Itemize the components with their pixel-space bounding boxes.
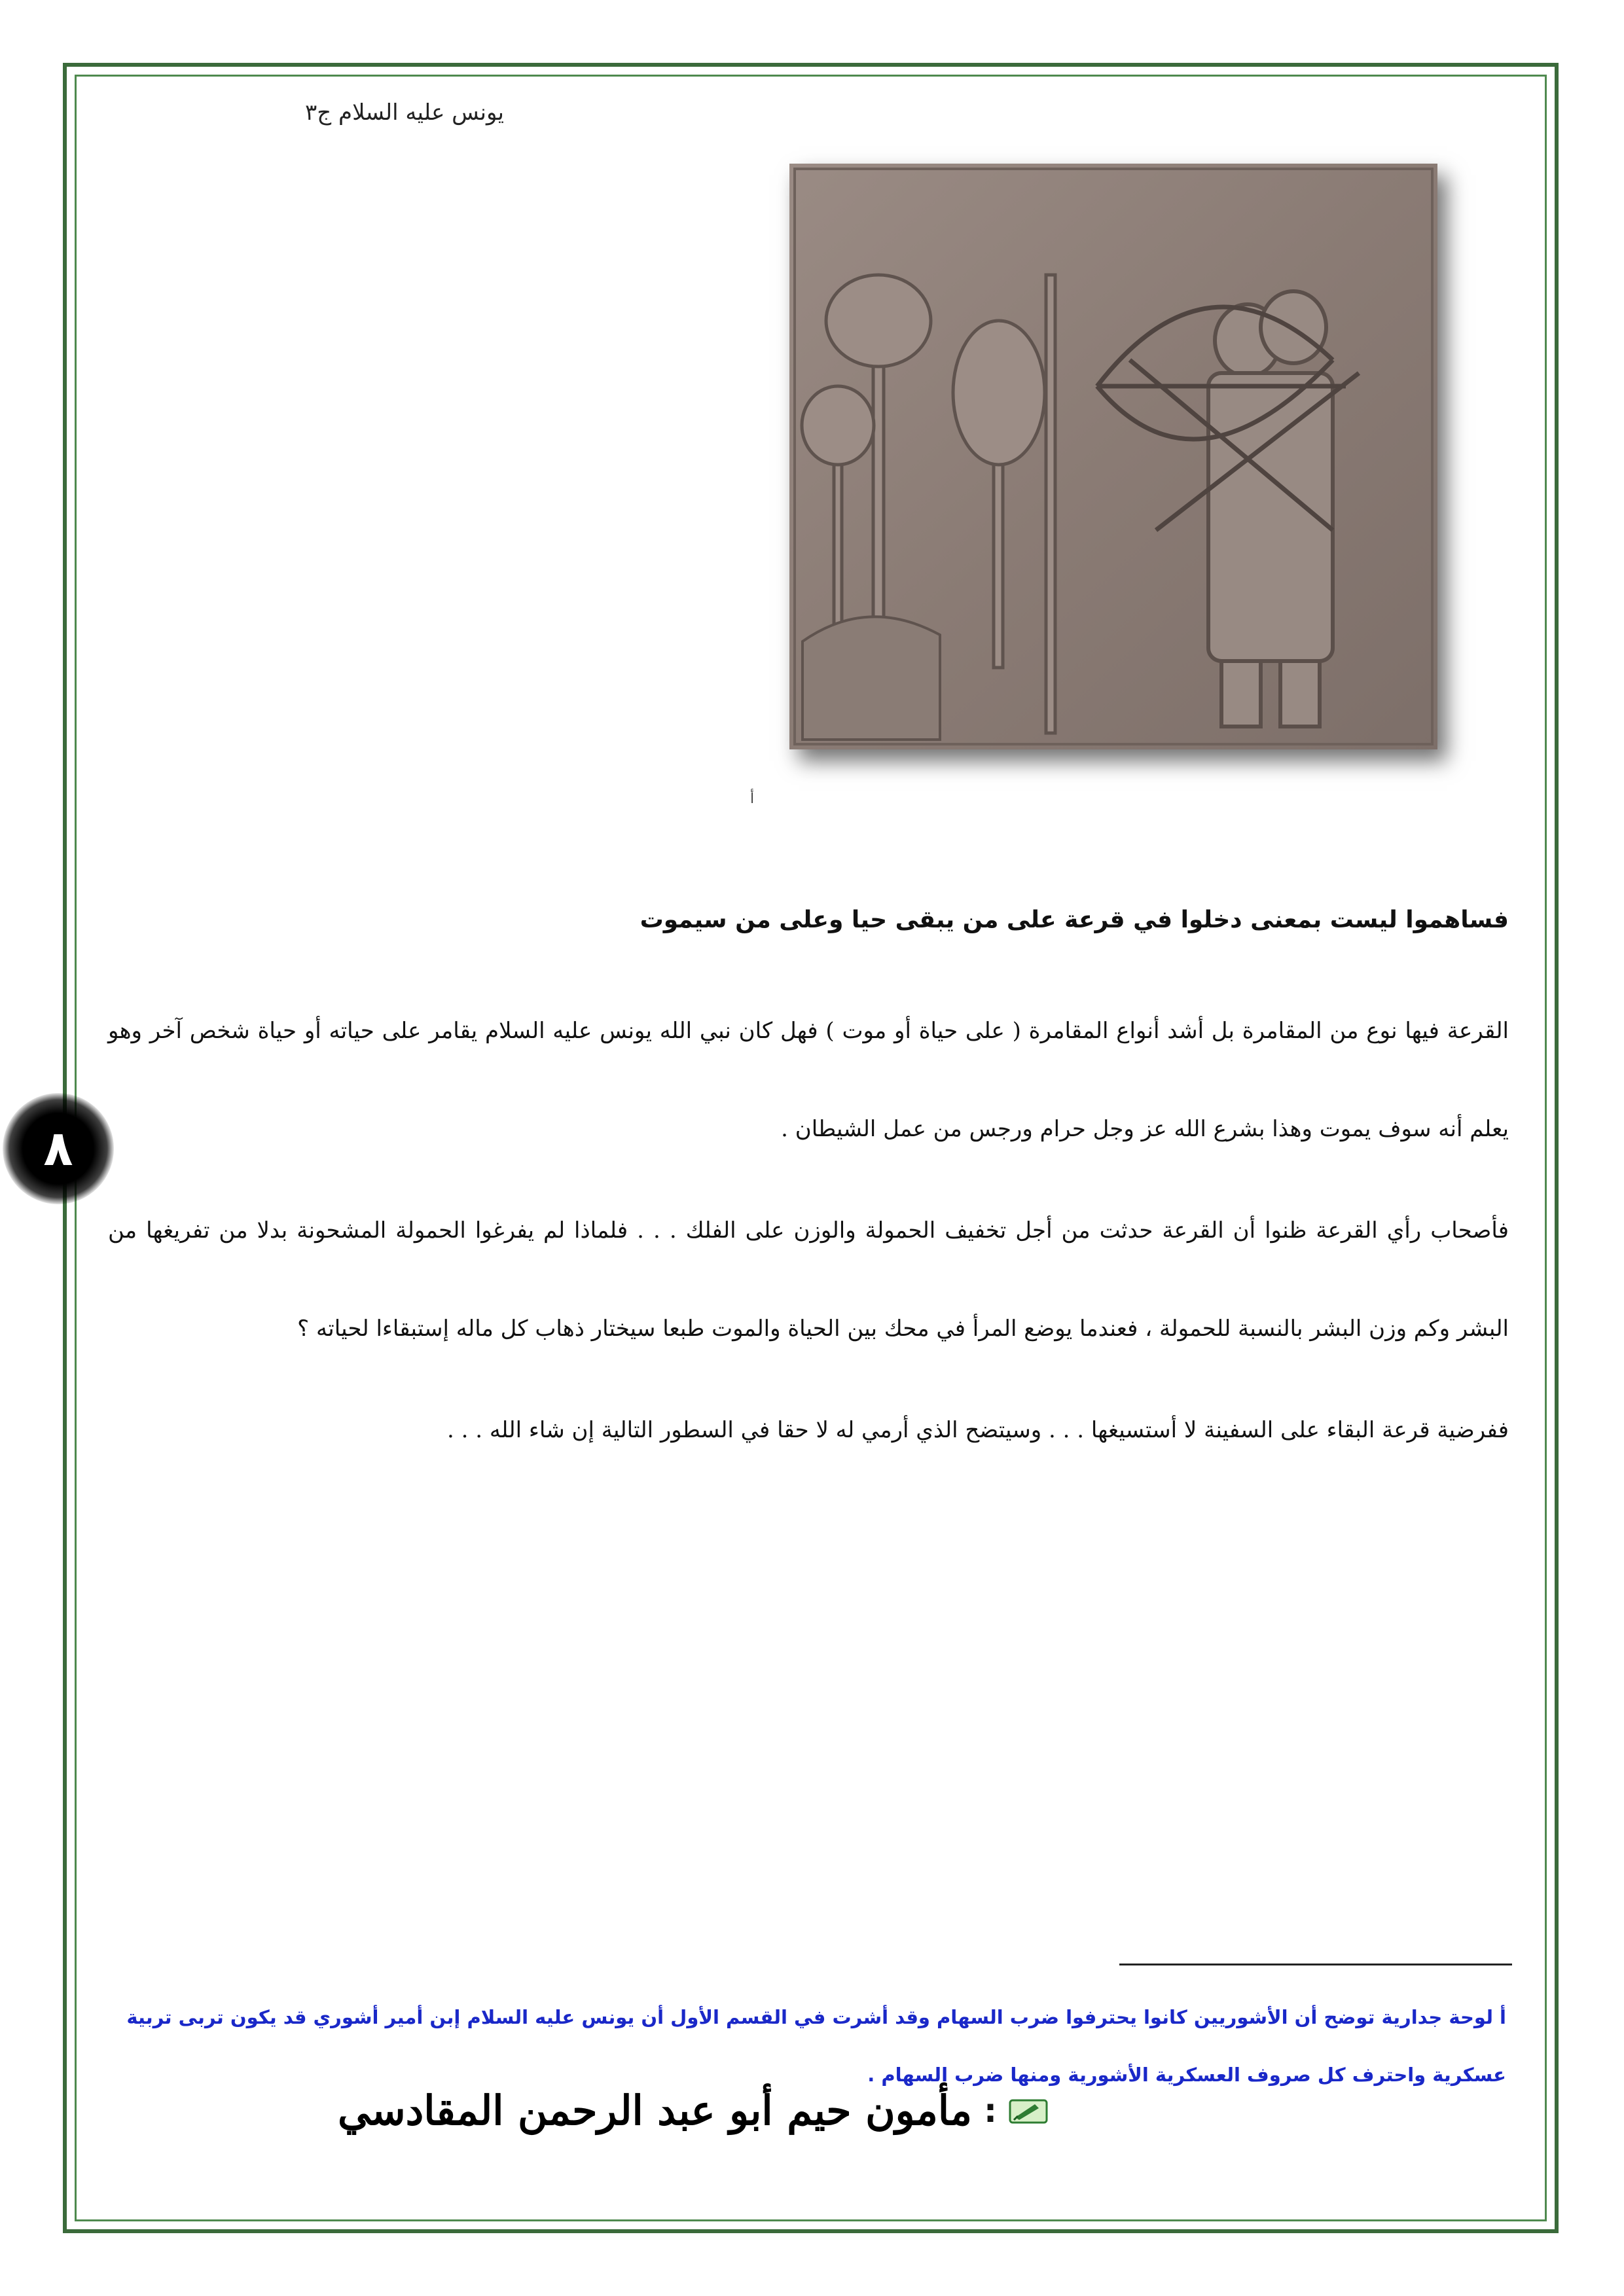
assyrian-archer-relief-icon (789, 164, 1437, 749)
paragraph-1: القرعة فيها نوع من المقامرة بل أشد أنواع المقامرة ( على حياة أو موت ) فهل كان نبي الله يونس عليه السلام يقامر على حياته أو حياة شخص آخر وهو يعلم أنه سوف يموت وهذا بشرع الله عز وجل حرام ورجس من عمل الشيطان . (108, 1018, 1509, 1142)
writing-hand-icon (1009, 2096, 1048, 2125)
paragraph-3: ففرضية قرعة البقاء على السفينة لا أستسيغها . . . وسيتضح الذي أرمي له لا حقا في السطور التالية إن شاء الله . . . (446, 1417, 1509, 1443)
author-name: مأمون حيم أبو عبد الرحمن المقادسي (338, 2087, 972, 2134)
footnote-separator (1119, 1964, 1512, 1965)
page-number-badge: ٨ (3, 1093, 114, 1204)
signature-colon: : (984, 2091, 997, 2130)
section-heading: فساهموا ليست بمعنى دخلوا في قرعة على من يبقى حيا وعلى من سيموت (640, 906, 1509, 933)
footnote-text: أ لوحة جدارية توضح أن الأشوريين كانوا يحترفوا ضرب السهام وقد أشرت في القسم الأول أن يونس عليه السلام إبن أمير أشوري قد يكون تربى تربية عسكرية واحترف كل صروف العسكرية الأشورية ومنها ضرب السهام . (126, 2006, 1506, 2086)
image-footnote-marker: أ (750, 791, 755, 807)
paragraph-2: فأصحاب رأي القرعة ظنوا أن القرعة حدثت من أجل تخفيف الحمولة والوزن على الفلك . . . فلماذا لم يفرغوا الحمولة المشحونة بدلا من تفريغها من البشر وكم وزن البشر بالنسبة للحمولة ، فعندما يوضع المرأ في محك بين الحياة والموت طبعا سيختار ذهاب كل ماله إستبقاءا لحياته ؟ (108, 1217, 1509, 1342)
relief-image (789, 164, 1437, 749)
running-header: يونس عليه السلام ج٣ (305, 99, 504, 126)
author-signature (338, 2087, 1048, 2134)
